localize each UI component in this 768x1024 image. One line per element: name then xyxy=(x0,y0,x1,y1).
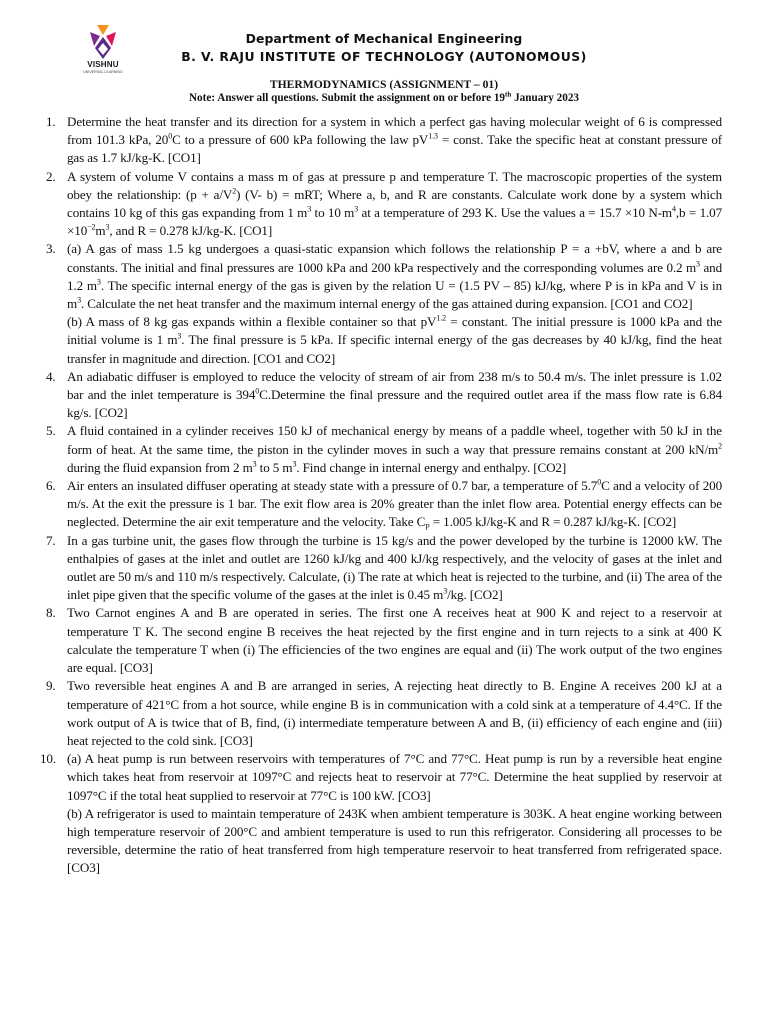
question-part-a: (a) A heat pump is run between reservoirs with temperatures of 7°C and 77°C. Heat pump is run by a reversible heat engine which takes heat from reservoir at 1097°C and rejects heat to reservoir at 77°C. Determine the heat supplied by reservoir at 1097°C if the total heat supplied to reservoir at 77°C is 100 kW. [CO3] xyxy=(67,751,722,803)
question-text: Two Carnot engines A and B are operated in series. The first one A receives heat at 900 K and reject to a reservoir at temperature T K. The second engine B receives the heat rejected by the first engine and in turn rejects to a sink at 400 K calculate the temperature T when (i) The efficiencies of the two engines are equal and (ii) The work output of the two engines are equal. [CO3] xyxy=(67,605,722,676)
question-number: 9. xyxy=(46,678,56,694)
question-2 xyxy=(40,168,722,241)
question-part-a: (a) A gas of mass 1.5 kg undergoes a quasi-static expansion which follows the relationship P = a +bV, where a and b are constants. The initial and final pressures are 1000 kPa and 200 kPa respectively and the corresponding volumes are 0.2 $m^3$ and 1.2 $m^3$. The specific internal energy of the gas is given by the relation U = (1.5 PV – 85) kJ/kg, where P is in kPa and V is in $m^3$. Calculate the net heat transfer and the maximum internal energy of the gas attained during expansion. [CO1 and CO2] xyxy=(67,241,723,312)
logo-tagline: UNIVERSAL LEARNING xyxy=(83,70,123,74)
assignment-note: Note: Answer all questions. Submit the assignment on or before 19th January 2023 xyxy=(188,90,580,104)
question-number: 10. xyxy=(40,751,57,767)
question-text: In a gas turbine unit, the gases flow through the turbine is 15 kg/s and the power developed by the turbine is 12000 kW. The enthalpies of gases at the inlet and outlet are 1260 kJ/kg and 400 kJ/kg respectively, and the velocity of gases at the inlet and outlet are 50 m/s and 110 m/s respectively. Calculate, (i) The rate at which heat is rejected to the turbine, and (ii) The area of the inlet pipe given that the specific volume of the gases at the inlet is 0.45 $m^3/kg$. [CO2] xyxy=(67,532,722,603)
question-8 xyxy=(40,604,722,677)
question-part-b: (b) A mass of 8 kg gas expands within a flexible container so that $pV^{1.2}$ = constant. The initial pressure is 1000 kPa and the initial volume is 1 $m^3$. The final pressure is 5 kPa. If specific internal energy of the gas decreases by 40 kJ/kg, find the heat transfer in magnitude and direction. [CO1 and CO2] xyxy=(67,313,722,366)
question-text: Two reversible heat engines A and B are arranged in series, A rejecting heat directly to B. Engine A receives 200 kJ at a temperature of 421°C from a hot source, while engine B is in communication with a cold sink at a temperature of 4.4°C. If the work output of A is twice that of B, find, (i) intermediate temperature between A and B, (ii) efficiency of each engine and (iii) heat rejected to the cold sink. [CO3] xyxy=(67,678,722,748)
question-number: 4. xyxy=(46,368,56,384)
question-text: Air enters an insulated diffuser operating at steady state with a pressure of 0.7 bar, a temperature of $5.7^0C$ and a velocity of 200 m/s. At the exit the pressure is 1 bar. The exit flow area is 20% greater than the inlet flow area. Potential energy effects can be neglected. Determine the air exit temperature and the velocity. Take $C_P = 1.005$ kJ/kg-K and R = 0.287 kJ/kg-K. [CO2] xyxy=(67,477,722,533)
question-3 xyxy=(40,240,722,367)
department-heading: Department of Mechanical Engineering xyxy=(245,31,523,46)
question-number: 3. xyxy=(46,241,56,257)
question-text: An adiabatic diffuser is employed to reduce the velocity of stream of air from 238 m/s to 50.4 m/s. The inlet pressure is 1.02 bar and the inlet temperature is $394^0C.Determine$ the final pressure and the required outlet area if the mass flow rate is 6.84 kg/s. [CO2] xyxy=(67,368,722,421)
question-number: 8. xyxy=(46,605,56,621)
institute-logo xyxy=(80,22,130,74)
question-number: 7. xyxy=(46,532,56,548)
question-number: 6. xyxy=(46,478,56,494)
institute-heading: B. V. RAJU INSTITUTE OF TECHNOLOGY (AUTONOMOUS) xyxy=(181,49,587,64)
question-9 xyxy=(40,677,722,750)
question-text: A fluid contained in a cylinder receives 150 kJ of mechanical energy by means of a paddle wheel, together with 50 kJ in the form of heat. At the same time, the piston in the cylinder moves in such a way that pressure remains constant at 200 $kN/m^2$ during the fluid expansion from 2 $m^3$ to 5 $m^3$. Find change in internal energy and enthalpy. [CO2] xyxy=(67,423,722,475)
question-6 xyxy=(40,477,722,532)
question-1 xyxy=(40,113,722,168)
question-number: 5. xyxy=(46,423,56,439)
question-number: 1. xyxy=(46,114,56,129)
question-5 xyxy=(40,422,722,477)
logo-name: VISHNU xyxy=(87,60,119,69)
question-text: Determine the heat transfer and its direction for a system in which a perfect gas having molecular weight of 6 is compressed from 101.3 kPa, $20^0C$ to a pressure of 600 kPa following the law $pV^{1.3}$ = const. Take the specific heat at constant pressure of gas as 1.7 kJ/kg-K. [CO1] xyxy=(67,114,722,166)
question-10 xyxy=(40,750,722,877)
question-part-b: (b) A refrigerator is used to maintain temperature of 243K when ambient temperature is 303K. A heat engine working between high temperature reservoir of 200°C and ambient temperature is used to run this refrigerator. Considering all processes to be reversible, determine the ratio of heat transferred from high temperature reservoir to heat transferred from refrigerated space. [CO3] xyxy=(67,805,722,876)
question-text: A system of volume V contains a mass m of gas at pressure p and temperature T. The macroscopic properties of the system obey the relationship: $(p + a/V^2)$ (V- b) = mRT; Where a, b, and R are constants. Calculate work done by a system which contains 10 kg of this gas expanding from 1 $m^3$ to 10 $m^3$ at a temperature of 293 K. Use the values a = 15.7 ×10 $N-m^4,b = 1.07 \times 10^{-2}m^3$, and R = 0.278 kJ/kg-K. [CO1] xyxy=(67,168,722,239)
question-list xyxy=(40,113,722,878)
assignment-title: THERMODYNAMICS (ASSIGNMENT – 01) xyxy=(269,78,499,91)
question-7 xyxy=(40,532,722,605)
question-number: 2. xyxy=(46,168,56,184)
question-4 xyxy=(40,368,722,423)
